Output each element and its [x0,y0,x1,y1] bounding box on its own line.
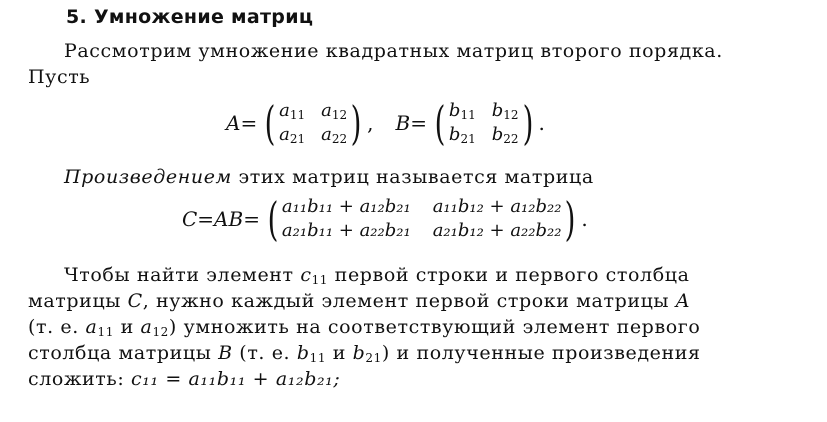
matrix-c-cell: a₂₁b₁₂ + a₂₂b₂₂ [432,220,562,241]
explanation-line-3: (т. е. $a_{11}$ и $a_{12}$) умножить на соответствующий элемент первого [28,316,701,339]
explanation-line-1: Чтобы найти элемент $c_{11}$ первой строки и первого столбца [64,264,690,287]
right-paren: ) [350,96,362,150]
matrix-c [282,196,562,242]
matrix-a-cell: $a_{21}$ [279,124,306,146]
explanation-line-5: сложить: c₁₁ = a₁₁b₁₁ + a₁₂b₂₁; [28,368,341,390]
matrix-a-cell: $a_{12}$ [321,100,348,122]
right-paren: ) [522,96,533,150]
matrix-c-lhs: C=AB= [182,207,260,231]
matrix-c-cell: a₂₁b₁₁ + a₂₂b₂₁ [281,220,411,241]
product-definition-rest: этих матриц называется матрица [231,166,594,188]
matrix-a-cell: $a_{22}$ [321,124,348,146]
c11-formula: c₁₁ = a₁₁b₁₁ + a₁₂b₂₁; [131,368,341,390]
explanation-line-4: столбца матрицы B (т. е. $b_{11}$ и $b_{21}$) и полученные произведения [28,342,701,365]
product-term: Произведением [64,166,232,188]
product-definition [64,166,594,188]
matrix-b-equation [395,96,567,150]
explanation-line-2: матрицы C, нужно каждый элемент первой строки матрицы A [28,290,691,312]
intro-line-1: Рассмотрим умножение квадратных матриц второго порядка. [64,40,723,62]
matrix-b-cell: $b_{12}$ [491,100,519,122]
matrix-c-trail: . [581,207,588,231]
matrix-a-trail: , [367,111,374,135]
right-paren: ) [565,192,576,246]
intro-line-2: Пусть [28,66,91,88]
matrix-b-cell: $b_{22}$ [491,124,519,146]
matrix-b-lhs: B= [395,111,427,135]
matrix-b-trail: . [538,111,545,135]
matrix-a [279,100,347,146]
left-paren: ( [264,96,276,150]
matrix-c-equation [182,192,610,246]
matrix-c-cell: a₁₁b₁₂ + a₁₂b₂₂ [432,196,562,217]
left-paren: ( [434,96,446,150]
matrix-b-cell: $b_{21}$ [448,124,476,146]
matrix-c-cell: a₁₁b₁₁ + a₁₂b₂₁ [281,196,411,217]
matrix-a-lhs: A= [226,111,258,135]
left-paren: ( [267,192,279,246]
matrix-a-equation [226,96,396,150]
matrix-b-cell: $b_{11}$ [448,100,476,122]
matrices-a-b [226,96,567,150]
matrix-b [449,100,519,146]
section-heading: 5. Умножение матриц [66,6,314,28]
matrix-a-cell: $a_{11}$ [279,100,306,122]
